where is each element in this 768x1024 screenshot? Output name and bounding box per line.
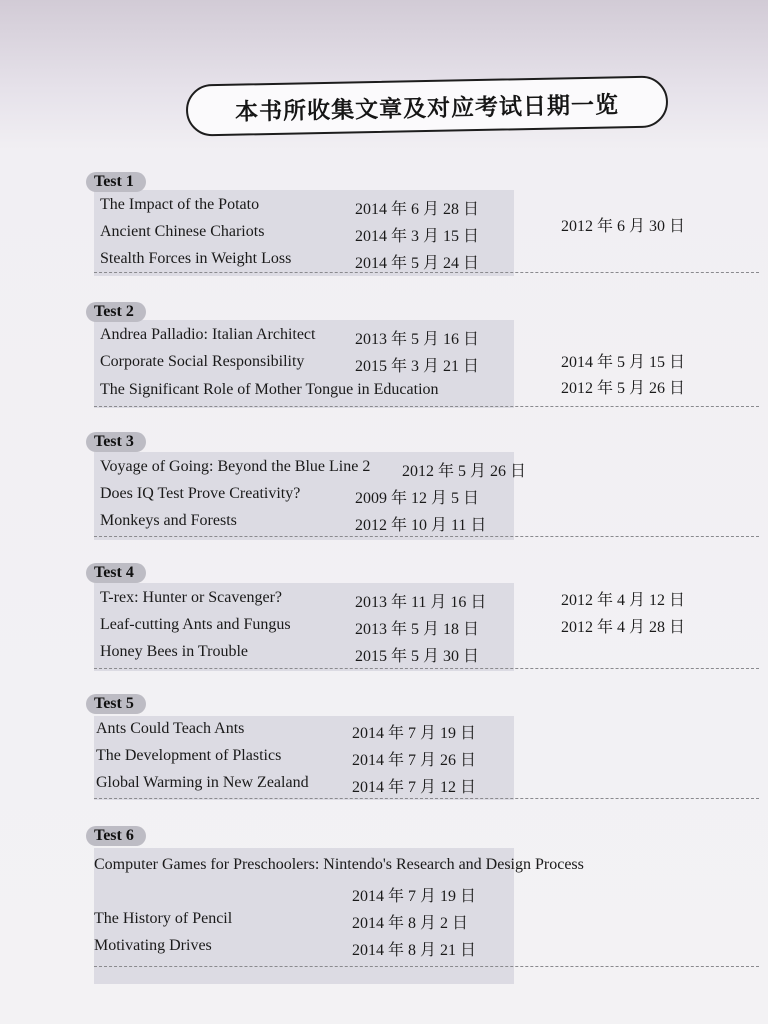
article-row xyxy=(0,458,768,480)
article-title: The Impact of the Potato xyxy=(100,196,260,213)
article-title: Ancient Chinese Chariots xyxy=(100,223,265,240)
article-row xyxy=(0,747,768,769)
article-title: Leaf-cutting Ants and Fungus xyxy=(100,616,291,633)
article-row xyxy=(0,616,768,638)
exam-date-alt: 2012 年 4 月 12 日 xyxy=(561,592,686,609)
article-row xyxy=(0,218,768,245)
article-title: Motivating Drives xyxy=(94,937,212,954)
exam-date: 2013 年 5 月 16 日 xyxy=(355,331,480,348)
article-row xyxy=(0,326,768,348)
article-title: The Significant Role of Mother Tongue in Education xyxy=(100,381,439,398)
exam-date: 2014 年 7 月 19 日 xyxy=(352,725,477,742)
divider xyxy=(94,536,759,537)
article-row xyxy=(0,910,768,932)
divider xyxy=(94,272,759,273)
page-title: 本书所收集文章及对应考试日期一览 xyxy=(234,91,620,126)
exam-date: 2015 年 3 月 21 日 xyxy=(355,358,480,375)
exam-date-alt: 2012 年 5 月 26 日 xyxy=(561,380,686,397)
exam-date: 2009 年 12 月 5 日 xyxy=(355,490,480,507)
test-label: Test 3 xyxy=(86,432,146,452)
exam-date: 2014 年 3 月 15 日 xyxy=(355,228,480,245)
page-title-box xyxy=(186,75,669,136)
divider xyxy=(94,966,759,967)
article-title: T-rex: Hunter or Scavenger? xyxy=(100,589,282,606)
article-row xyxy=(0,353,768,375)
article-title: Computer Games for Preschoolers: Nintendo's Research and Design Process xyxy=(94,856,584,873)
article-row xyxy=(0,720,768,742)
exam-date: 2014 年 7 月 12 日 xyxy=(352,779,477,796)
article-title: Does IQ Test Prove Creativity? xyxy=(100,485,301,502)
test-label: Test 4 xyxy=(86,563,146,583)
article-row xyxy=(0,883,768,905)
article-title: The Development of Plastics xyxy=(96,747,282,764)
article-title: Voyage of Going: Beyond the Blue Line 2 xyxy=(100,458,371,475)
exam-date: 2014 年 8 月 21 日 xyxy=(352,942,477,959)
article-row xyxy=(0,774,768,796)
article-title: Monkeys and Forests xyxy=(100,512,237,529)
test-label: Test 5 xyxy=(86,694,146,714)
article-title: Global Warming in New Zealand xyxy=(96,774,309,791)
divider xyxy=(94,668,759,669)
exam-date: 2014 年 5 月 24 日 xyxy=(355,255,480,272)
article-title: Ants Could Teach Ants xyxy=(96,720,245,737)
divider xyxy=(94,406,759,407)
article-title: Andrea Palladio: Italian Architect xyxy=(100,326,316,343)
article-title: Corporate Social Responsibility xyxy=(100,353,305,370)
article-row xyxy=(0,643,768,665)
test-label: Test 1 xyxy=(86,172,146,192)
exam-date-alt: 2014 年 5 月 15 日 xyxy=(561,354,686,371)
article-row xyxy=(0,937,768,959)
exam-date-alt: 2012 年 6 月 30 日 xyxy=(561,218,686,235)
exam-date: 2012 年 5 月 26 日 xyxy=(402,463,527,480)
exam-date: 2012 年 10 月 11 日 xyxy=(355,517,487,534)
exam-date: 2014 年 7 月 26 日 xyxy=(352,752,477,769)
article-row xyxy=(0,589,768,611)
article-row xyxy=(0,512,768,534)
article-row xyxy=(0,485,768,507)
exam-date: 2013 年 11 月 16 日 xyxy=(355,594,487,611)
test-label: Test 6 xyxy=(86,826,146,846)
divider xyxy=(94,798,759,799)
article-row xyxy=(0,250,768,272)
exam-date: 2014 年 8 月 2 日 xyxy=(352,915,469,932)
exam-date: 2015 年 5 月 30 日 xyxy=(355,648,480,665)
exam-date: 2014 年 7 月 19 日 xyxy=(352,888,477,905)
exam-date: 2013 年 5 月 18 日 xyxy=(355,621,480,638)
article-title: The History of Pencil xyxy=(94,910,233,927)
exam-date: 2014 年 6 月 28 日 xyxy=(355,201,480,218)
article-title: Honey Bees in Trouble xyxy=(100,643,248,660)
article-title: Stealth Forces in Weight Loss xyxy=(100,250,292,267)
test-label: Test 2 xyxy=(86,302,146,322)
exam-date-alt: 2012 年 4 月 28 日 xyxy=(561,619,686,636)
article-row xyxy=(0,856,768,878)
article-row xyxy=(0,381,768,403)
